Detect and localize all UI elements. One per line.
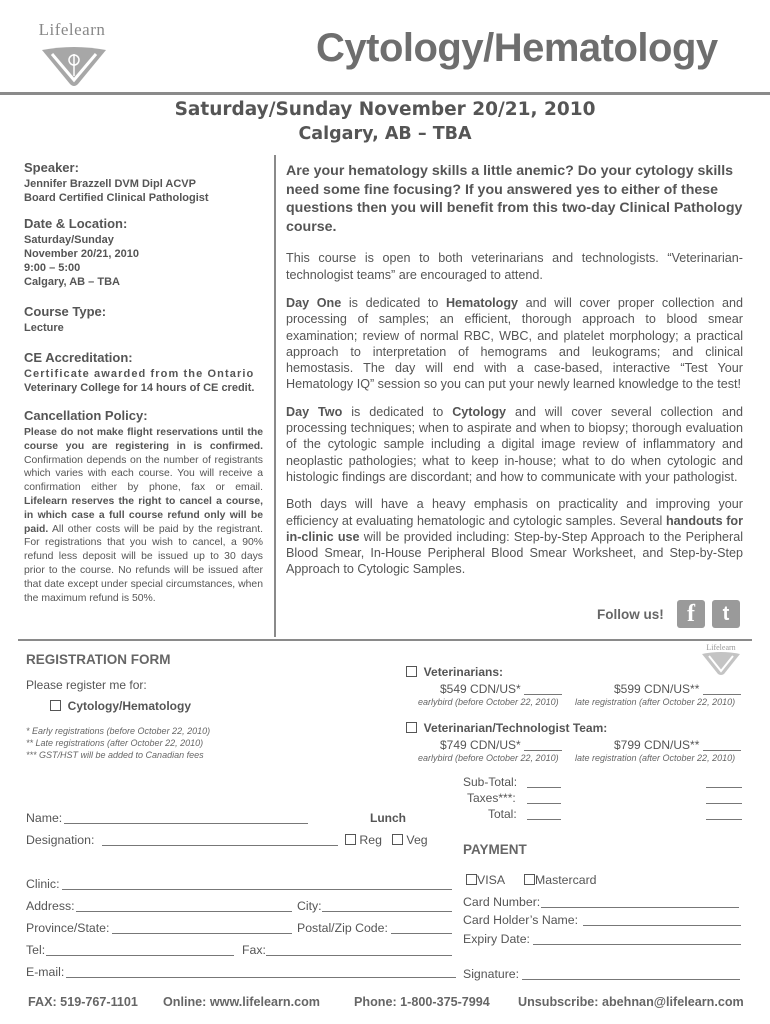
clinic-label: Clinic: xyxy=(26,877,60,891)
cancel-text: Confirmation depends on the number of registrants which varies with each course. You will receive a confirmation either by phone, fax or email. xyxy=(24,454,263,494)
subtotal-label: Sub-Total: xyxy=(463,775,518,789)
name-label: Name: xyxy=(26,811,63,825)
email-field[interactable] xyxy=(66,965,456,978)
course-option[interactable] xyxy=(50,699,191,713)
lunch-reg-option[interactable] xyxy=(345,833,382,847)
reg-checkbox[interactable] xyxy=(345,834,356,845)
text-span: will be provided including: Step-by-Step Approach to the Peripheral Blood Smear, In-House Peripheral Blood Smear Worksheet, and Step-by-Step Approach to Cytologic Samples. xyxy=(286,529,743,577)
day-one-label: Day One xyxy=(286,295,342,310)
text-span: and will cover proper collection and processing of samples; an efficient, thorough approach to blood smear examination; review of normal RBC, WBC, and platelet morphology; a practical approach to interpretation of hemograms and leukograms; and clinical hemostasis. The day will end with a case-based, interactive “Test Your Hematology IQ” session so you can put your newly learned knowledge to the test! xyxy=(286,295,743,392)
vet-early-price xyxy=(440,682,562,696)
team-label: Veterinarian/Technologist Team: xyxy=(423,721,608,735)
lunch-label: Lunch xyxy=(370,811,406,825)
vet-checkbox[interactable] xyxy=(406,666,417,677)
mastercard-checkbox[interactable] xyxy=(524,874,535,885)
expiry-label: Expiry Date: xyxy=(463,932,530,946)
address-label: Address: xyxy=(26,899,75,913)
cancel-heading: Cancellation Policy: xyxy=(24,408,148,423)
city-field[interactable] xyxy=(322,899,452,912)
mastercard-option[interactable] xyxy=(524,873,597,887)
visa-label: VISA xyxy=(477,873,506,887)
handouts-bold: handouts for in-clinic use xyxy=(286,513,743,544)
subtotal-field-late[interactable] xyxy=(706,775,742,788)
team-late-line[interactable] xyxy=(703,738,741,751)
card-holder-field[interactable] xyxy=(583,913,741,926)
veg-label: Veg xyxy=(406,833,428,847)
page-title: Cytology/Hematology xyxy=(316,26,718,70)
team-early-line[interactable] xyxy=(524,738,562,751)
footer-phone: Phone: 1-800-375-7994 xyxy=(354,995,490,1009)
audience-text: This course is open to both veterinarians and technologists. “Veterinarian-technologist teams” are encouraged to attend. xyxy=(286,251,743,282)
date-line: November 20/21, 2010 xyxy=(24,248,139,260)
team-checkbox[interactable] xyxy=(406,722,417,733)
price-text: $599 CDN/US** xyxy=(614,682,700,696)
register-prompt: Please register me for: xyxy=(26,678,147,692)
column-divider xyxy=(274,155,276,637)
ce-text: Veterinary College for 14 hours of CE credit. xyxy=(24,382,255,394)
logo-text: Lifelearn xyxy=(38,20,106,39)
early-caption: earlybird (before October 22, 2010) xyxy=(418,697,559,707)
vet-option[interactable] xyxy=(406,665,503,679)
email-label: E-mail: xyxy=(26,965,65,979)
late-caption: late registration (after October 22, 2010) xyxy=(575,697,736,707)
twitter-icon[interactable]: t xyxy=(712,600,740,628)
event-location: Calgary, AB – TBA xyxy=(298,124,472,144)
date-line: Calgary, AB – TBA xyxy=(24,276,120,288)
veg-checkbox[interactable] xyxy=(392,834,403,845)
clinic-field[interactable] xyxy=(62,877,452,890)
note-early: * Early registrations (before October 22, 2010) xyxy=(26,726,211,736)
day-one-text xyxy=(286,295,743,393)
province-field[interactable] xyxy=(112,921,292,934)
province-label: Province/State: xyxy=(26,921,110,935)
total-label: Total: xyxy=(488,807,517,821)
designation-field[interactable] xyxy=(102,833,338,846)
event-date: Saturday/Sunday November 20/21, 2010 xyxy=(174,99,596,120)
vet-late-price xyxy=(614,682,741,696)
total-field-late[interactable] xyxy=(706,807,742,820)
city-label: City: xyxy=(297,899,322,913)
speaker-name: Jennifer Brazzell DVM Dipl ACVP xyxy=(24,178,196,190)
intro-question: Are your hematology skills a little anemic? Do your cytology skills need some fine focusing? If you answered yes to either of these questions then you will benefit from this two-day Clinical Pathology course. xyxy=(286,163,743,235)
price-text: $749 CDN/US* xyxy=(440,738,521,752)
date-heading: Date & Location: xyxy=(24,216,128,231)
card-holder-label: Card Holder’s Name: xyxy=(463,913,579,927)
mastercard-label: Mastercard xyxy=(535,873,597,887)
price-text: $549 CDN/US* xyxy=(440,682,521,696)
ce-heading: CE Accreditation: xyxy=(24,350,133,365)
postal-field[interactable] xyxy=(391,921,452,934)
cancel-text: All other costs will be paid by the registrant. For registrations that you wish to cancel, a 90% refund less deposit will be issued up to 30 days prior to the course. No refunds will be issued after that date except under special circumstances, when the maximum refund is 50%. xyxy=(24,523,263,604)
tel-label: Tel: xyxy=(26,943,46,957)
course-type: Lecture xyxy=(24,322,64,334)
taxes-field-late[interactable] xyxy=(706,791,742,804)
text-span: is dedicated to xyxy=(341,295,446,310)
team-late-price xyxy=(614,738,741,752)
date-line: 9:00 – 5:00 xyxy=(24,262,81,274)
svg-text:Lifelearn: Lifelearn xyxy=(706,643,736,652)
cancel-policy xyxy=(24,426,263,605)
footer-fax: FAX: 519-767-1101 xyxy=(28,995,138,1009)
price-text: $799 CDN/US** xyxy=(614,738,700,752)
vet-label: Veterinarians: xyxy=(423,665,504,679)
expiry-field[interactable] xyxy=(533,932,741,945)
day-two-text xyxy=(286,404,743,485)
footer-online[interactable]: Online: www.lifelearn.com xyxy=(163,995,320,1009)
course-checkbox[interactable] xyxy=(50,700,61,711)
total-field[interactable] xyxy=(527,807,561,820)
form-divider xyxy=(18,639,752,641)
follow-us-label: Follow us! xyxy=(597,607,664,622)
text-span: and will cover several collection and processing techniques; when to aspirate and when to biopsy; thorough evaluation of the cytologic sample including a digital image review of inflammatory and neoplastic pathologies; what to keep in-house; what to do when cytologic and histologic findings are discordant; and how to communicate with your pathologist. xyxy=(286,404,743,484)
fax-label: Fax: xyxy=(242,943,266,957)
date-line: Saturday/Sunday xyxy=(24,234,114,246)
note-late: ** Late registrations (after October 22, 2010) xyxy=(26,738,204,748)
visa-checkbox[interactable] xyxy=(466,874,477,885)
main-content xyxy=(286,162,743,578)
course-type-heading: Course Type: xyxy=(24,304,107,319)
postal-label: Postal/Zip Code: xyxy=(297,921,388,935)
signature-field[interactable] xyxy=(522,967,740,980)
taxes-label: Taxes***: xyxy=(467,791,516,805)
early-caption: earlybird (before October 22, 2010) xyxy=(418,753,559,763)
address-field[interactable] xyxy=(76,899,292,912)
note-tax: *** GST/HST will be added to Canadian fees xyxy=(26,750,204,760)
logo-small-icon xyxy=(696,642,746,676)
speaker-title: Board Certified Clinical Pathologist xyxy=(24,192,209,204)
day-two-label: Day Two xyxy=(286,404,343,419)
cancel-bold: Please do not make flight reservations until the course you are registering in is confirmed. xyxy=(24,427,263,452)
text-span: Both days will have a heavy emphasis on practicality and improving your efficiency at evaluating hematologic and cytologic samples. Several xyxy=(286,497,743,528)
vet-early-line[interactable] xyxy=(524,682,562,695)
payment-heading: PAYMENT xyxy=(463,842,527,857)
day-one-topic: Hematology xyxy=(445,295,519,310)
subtotal-field[interactable] xyxy=(527,775,561,788)
reg-label: Reg xyxy=(359,833,382,847)
both-days-text xyxy=(286,496,743,577)
vet-late-line[interactable] xyxy=(703,682,741,695)
day-two-topic: Cytology xyxy=(452,404,507,419)
sidebar xyxy=(24,160,264,605)
speaker-heading: Speaker: xyxy=(24,160,79,175)
logo-emblem-icon xyxy=(38,46,110,86)
team-option[interactable] xyxy=(406,721,607,735)
signature-label: Signature: xyxy=(463,967,520,981)
tel-field[interactable] xyxy=(46,943,234,956)
lunch-veg-option[interactable] xyxy=(392,833,428,847)
fax-field[interactable] xyxy=(266,943,452,956)
footer-unsubscribe[interactable]: Unsubscribe: abehnan@lifelearn.com xyxy=(518,995,744,1009)
late-caption: late registration (after October 22, 2010) xyxy=(575,753,736,763)
name-field[interactable] xyxy=(64,811,308,824)
team-early-price xyxy=(440,738,562,752)
text-span: is dedicated to xyxy=(342,404,453,419)
cancel-bold: Lifelearn reserves the right to cancel a course, in which case a full course refund only will be paid. xyxy=(24,495,263,535)
visa-option[interactable] xyxy=(466,873,505,887)
card-number-field[interactable] xyxy=(541,895,739,908)
taxes-field[interactable] xyxy=(527,791,561,804)
facebook-icon[interactable]: f xyxy=(677,600,705,628)
header-divider xyxy=(0,92,770,95)
ce-text: Certificate awarded from the Ontario xyxy=(24,368,255,380)
form-heading: REGISTRATION FORM xyxy=(26,652,171,667)
designation-label: Designation: xyxy=(26,833,95,847)
card-number-label: Card Number: xyxy=(463,895,541,909)
course-option-label: Cytology/Hematology xyxy=(67,699,192,713)
lifelearn-logo xyxy=(22,20,122,88)
